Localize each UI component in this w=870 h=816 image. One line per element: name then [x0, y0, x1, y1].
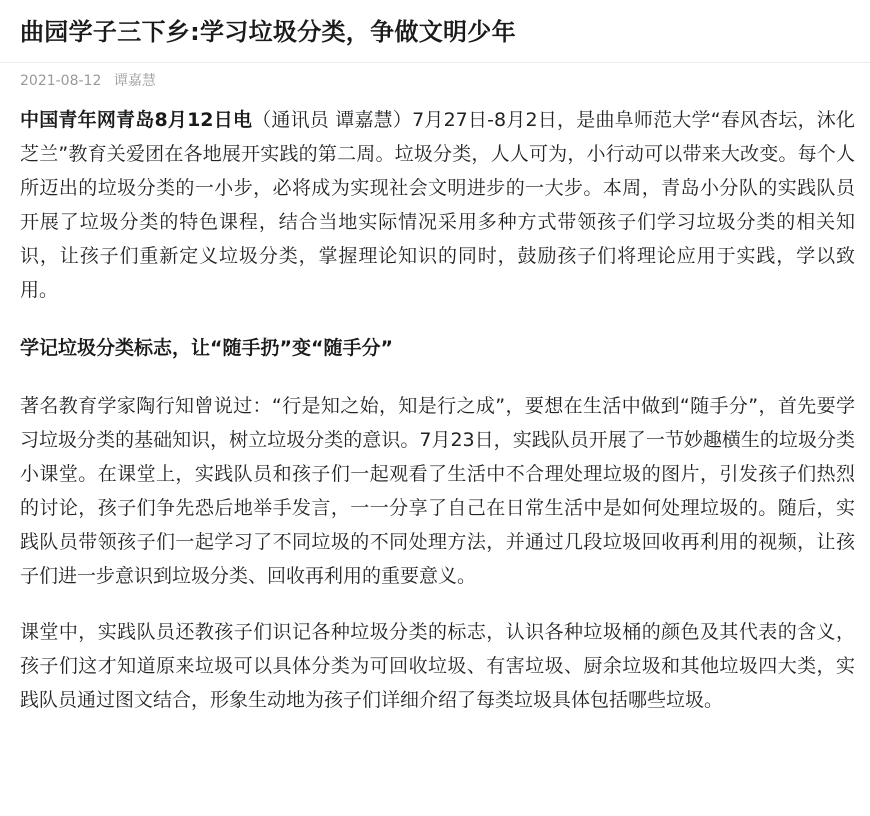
paragraph-spacer [20, 593, 855, 615]
article-title: 曲园学子三下乡:学习垃圾分类，争做文明少年 [20, 18, 516, 46]
paragraph-intro [20, 103, 855, 307]
article-body [20, 103, 855, 717]
paragraph-intro-text: （通讯员 谭嘉慧）7月27日-8月2日，是曲阜师范大学“春风杏坛，沐化芝兰”教育关爱团在各地展开实践的第二周。垃圾分类，人人可为，小行动可以带来大改变。每个人所迈出的垃圾分类的一小步，必将成为实现社会文明进步的一大步。本周，青岛小分队的实践队员开展了垃圾分类的特色课程，结合当地实际情况采用多种方式带领孩子们学习垃圾分类的相关知识，让孩子们重新定义垃圾分类，掌握理论知识的同时，鼓励孩子们将理论应用于实践，学以致用。 [20, 109, 855, 301]
paragraph-third: 课堂中，实践队员还教孩子们识记各种垃圾分类的标志，认识各种垃圾桶的颜色及其代表的含义，孩子们这才知道原来垃圾可以具体分类为可回收垃圾、有害垃圾、厨余垃圾和其他垃圾四大类，实践队员通过图文结合，形象生动地为孩子们详细介绍了每类垃圾具体包括哪些垃圾。 [20, 621, 855, 711]
paragraph-spacer [20, 365, 855, 389]
paragraph-spacer [20, 307, 855, 331]
author-name[interactable]: 谭嘉慧 [113, 73, 156, 89]
meta-divider [0, 62, 870, 63]
dateline: 中国青年网青岛8月12日电 [20, 109, 253, 131]
publish-date: 2021-08-12 [20, 73, 102, 89]
paragraph-second: 著名教育学家陶行知曾说过：“行是知之始，知是行之成”，要想在生活中做到“随手分”，首先要学习垃圾分类的基础知识，树立垃圾分类的意识。7月23日，实践队员开展了一节妙趣横生的垃圾分类小课堂。在课堂上，实践队员和孩子们一起观看了生活中不合理处理垃圾的图片，引发孩子们热烈的讨论，孩子们争先恐后地举手发言，一一分享了自己在日常生活中是如何处理垃圾的。随后，实践队员带领孩子们一起学习了不同垃圾的不同处理方法，并通过几段垃圾回收再利用的视频，让孩子们进一步意识到垃圾分类、回收再利用的重要意义。 [20, 395, 855, 587]
section-subheading: 学记垃圾分类标志，让“随手扔”变“随手分” [20, 337, 393, 359]
article-meta [20, 71, 156, 91]
